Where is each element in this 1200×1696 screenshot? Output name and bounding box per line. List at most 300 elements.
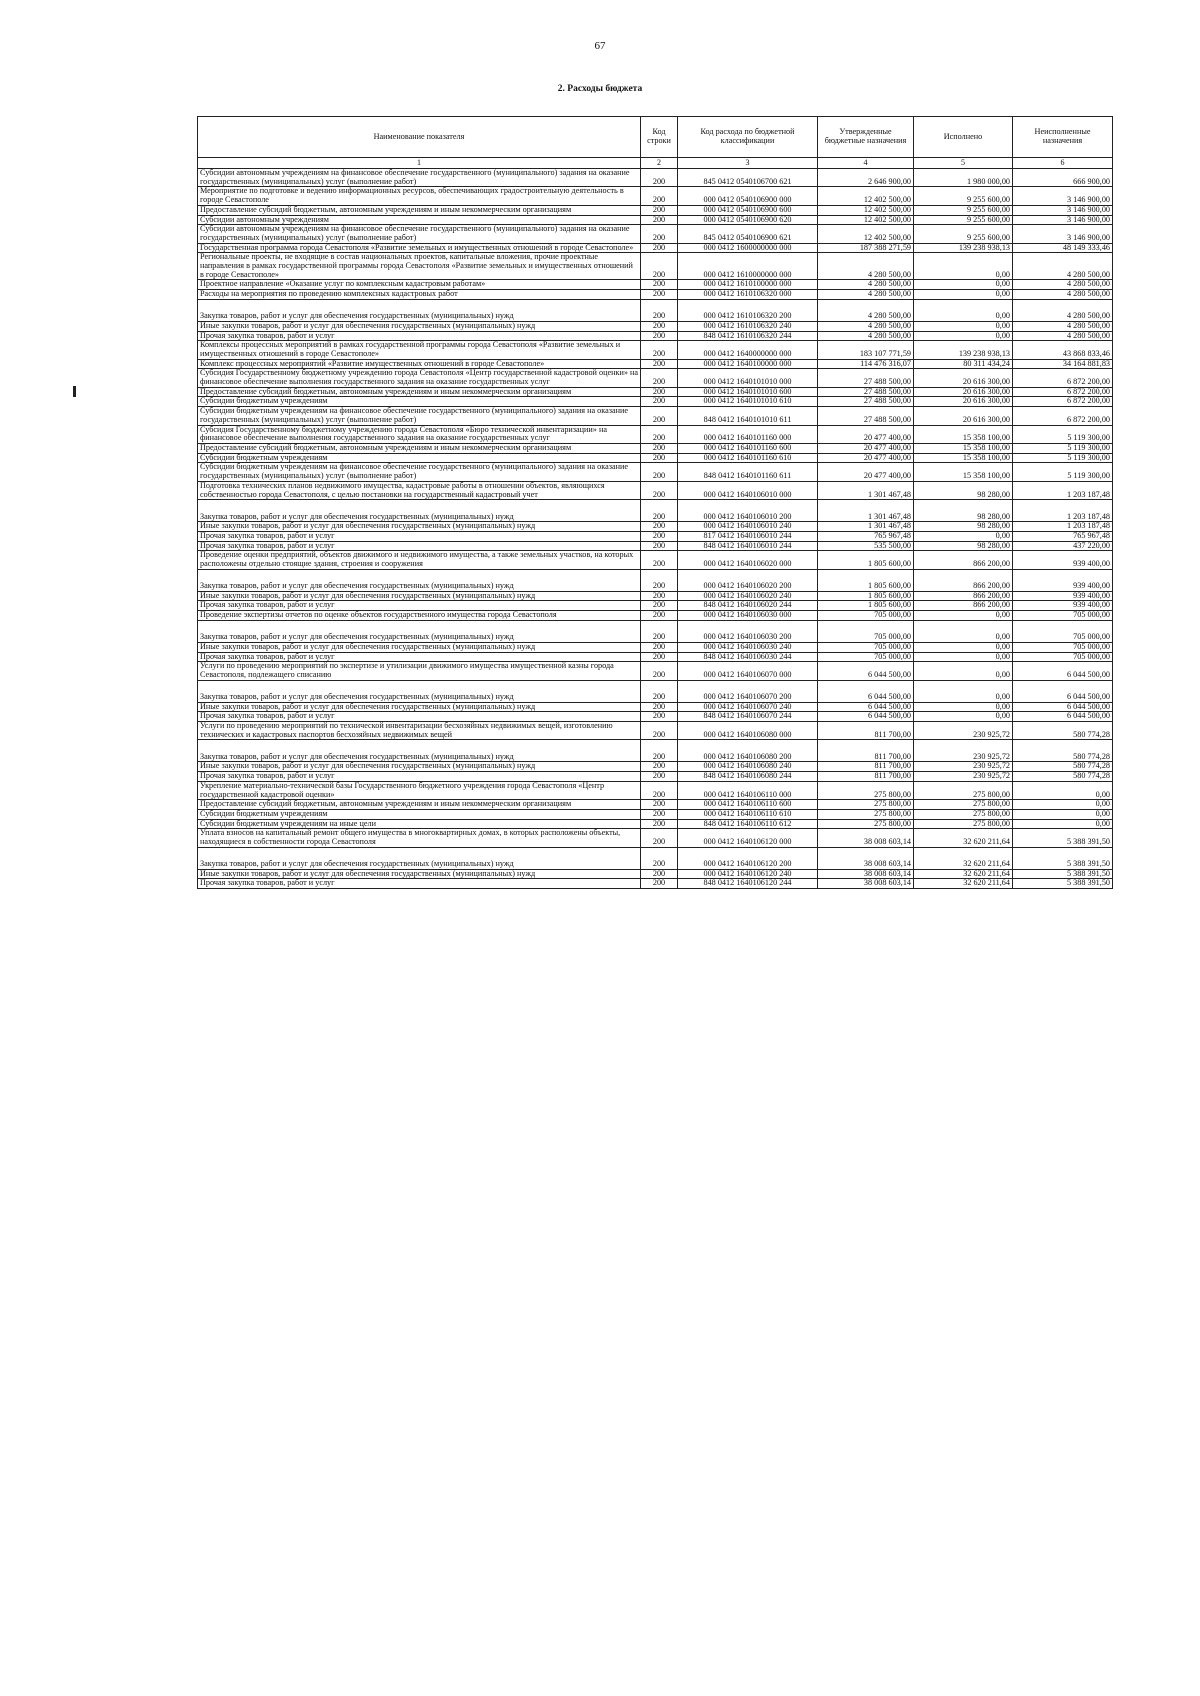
row-line-code: 200 — [641, 425, 678, 443]
row-unexecuted: 580 774,28 — [1013, 772, 1113, 782]
row-budget-code: 000 0412 1640000000 000 — [678, 341, 818, 359]
row-unexecuted: 6 044 500,00 — [1013, 662, 1113, 680]
row-budget-code: 848 0412 1640106030 244 — [678, 652, 818, 662]
row-executed: 0,00 — [914, 611, 1013, 621]
row-budget-code: 848 0412 1610106320 244 — [678, 331, 818, 341]
row-budget-code: 000 0412 1640106010 240 — [678, 522, 818, 532]
row-executed: 80 311 434,24 — [914, 359, 1013, 369]
row-approved: 1 805 600,00 — [818, 601, 914, 611]
row-unexecuted: 666 900,00 — [1013, 169, 1113, 187]
row-unexecuted: 0,00 — [1013, 819, 1113, 829]
row-executed: 0,00 — [914, 620, 1013, 642]
row-approved: 275 800,00 — [818, 819, 914, 829]
row-approved: 811 700,00 — [818, 762, 914, 772]
table-row — [198, 522, 1113, 532]
row-executed: 139 238 938,13 — [914, 243, 1013, 253]
row-line-code: 200 — [641, 299, 678, 321]
row-executed: 32 620 211,64 — [914, 829, 1013, 847]
row-budget-code: 000 0412 1610100000 000 — [678, 280, 818, 290]
row-line-code: 200 — [641, 819, 678, 829]
row-budget-code: 000 0412 1640106020 200 — [678, 569, 818, 591]
row-line-code: 200 — [641, 531, 678, 541]
row-line-code: 200 — [641, 541, 678, 551]
row-line-code: 200 — [641, 762, 678, 772]
row-budget-code: 000 0412 1640106080 000 — [678, 722, 818, 740]
column-number: 5 — [914, 158, 1013, 169]
row-line-code: 200 — [641, 611, 678, 621]
row-executed: 0,00 — [914, 321, 1013, 331]
row-line-code: 200 — [641, 591, 678, 601]
table-row — [198, 829, 1113, 847]
table-row — [198, 611, 1113, 621]
row-budget-code: 817 0412 1640106010 244 — [678, 531, 818, 541]
row-line-code: 200 — [641, 722, 678, 740]
row-budget-code: 848 0412 1640106020 244 — [678, 601, 818, 611]
row-budget-code: 000 0412 1640106030 240 — [678, 642, 818, 652]
row-line-code: 200 — [641, 225, 678, 243]
row-approved: 12 402 500,00 — [818, 187, 914, 205]
row-name: Предоставление субсидий бюджетным, автономным учреждениям и иным некоммерческим организациям — [198, 800, 641, 810]
row-budget-code: 000 0412 1640106010 000 — [678, 481, 818, 499]
row-name: Закупка товаров, работ и услуг для обеспечения государственных (муниципальных) нужд — [198, 299, 641, 321]
row-budget-code: 000 0412 1640101160 000 — [678, 425, 818, 443]
row-line-code: 200 — [641, 601, 678, 611]
row-line-code: 200 — [641, 781, 678, 799]
row-name: Мероприятие по подготовке и ведению информационных ресурсов, обеспечивающих градостроительную деятельность в городе Севастополе — [198, 187, 641, 205]
row-name: Услуги по проведению мероприятий по технической инвентаризации бесхозяйных недвижимых вещей, изготовлению технических и кадастровых паспортов бесхозяйных недвижимых вещей — [198, 722, 641, 740]
row-budget-code: 000 0412 1600000000 000 — [678, 243, 818, 253]
row-approved: 275 800,00 — [818, 781, 914, 799]
row-budget-code: 000 0412 1640106120 200 — [678, 847, 818, 869]
row-name: Субсидии бюджетным учреждениям на финансовое обеспечение государственного (муниципального) задания на оказание государственных (муниципальных) услуг (выполнение работ) — [198, 407, 641, 425]
row-budget-code: 000 0412 1640101160 600 — [678, 443, 818, 453]
table-row — [198, 205, 1113, 215]
row-line-code: 200 — [641, 847, 678, 869]
row-line-code: 200 — [641, 740, 678, 762]
row-executed: 20 616 300,00 — [914, 387, 1013, 397]
table-row — [198, 722, 1113, 740]
row-executed: 15 358 100,00 — [914, 463, 1013, 481]
row-name: Субсидии бюджетным учреждениям — [198, 453, 641, 463]
row-name: Иные закупки товаров, работ и услуг для обеспечения государственных (муниципальных) нужд — [198, 642, 641, 652]
row-unexecuted: 6 872 200,00 — [1013, 369, 1113, 387]
row-budget-code: 000 0412 1640106070 240 — [678, 702, 818, 712]
row-budget-code: 000 0412 1610106320 000 — [678, 290, 818, 300]
row-executed: 230 925,72 — [914, 740, 1013, 762]
row-executed: 0,00 — [914, 712, 1013, 722]
row-line-code: 200 — [641, 397, 678, 407]
table-row — [198, 425, 1113, 443]
row-approved: 6 044 500,00 — [818, 702, 914, 712]
table-row — [198, 847, 1113, 869]
header-executed: Исполнено — [914, 117, 1013, 158]
table-row — [198, 463, 1113, 481]
row-name: Иные закупки товаров, работ и услуг для обеспечения государственных (муниципальных) нужд — [198, 869, 641, 879]
row-executed: 32 620 211,64 — [914, 879, 1013, 889]
row-executed: 866 200,00 — [914, 551, 1013, 569]
row-name: Государственная программа города Севастополя «Развитие земельных и имущественных отношений в городе Севастополе» — [198, 243, 641, 253]
table-row — [198, 481, 1113, 499]
row-executed: 230 925,72 — [914, 772, 1013, 782]
row-approved: 20 477 400,00 — [818, 463, 914, 481]
row-budget-code: 848 0412 1640106010 244 — [678, 541, 818, 551]
row-executed: 0,00 — [914, 531, 1013, 541]
row-line-code: 200 — [641, 215, 678, 225]
row-budget-code: 000 0412 1640106020 240 — [678, 591, 818, 601]
row-approved: 38 008 603,14 — [818, 829, 914, 847]
row-line-code: 200 — [641, 290, 678, 300]
row-unexecuted: 0,00 — [1013, 809, 1113, 819]
row-line-code: 200 — [641, 443, 678, 453]
row-approved: 1 805 600,00 — [818, 591, 914, 601]
expenses-table — [197, 116, 1113, 889]
row-approved: 183 107 771,59 — [818, 341, 914, 359]
row-line-code: 200 — [641, 453, 678, 463]
table-row — [198, 253, 1113, 280]
row-name: Услуги по проведению мероприятий по экспертизе и утилизации движимого имущества имущественной казны города Севастополя, подлежащего списанию — [198, 662, 641, 680]
row-approved: 27 488 500,00 — [818, 397, 914, 407]
row-budget-code: 000 0412 1640106110 000 — [678, 781, 818, 799]
row-executed: 98 280,00 — [914, 522, 1013, 532]
row-unexecuted: 939 400,00 — [1013, 601, 1113, 611]
row-executed: 15 358 100,00 — [914, 443, 1013, 453]
row-line-code: 200 — [641, 809, 678, 819]
row-approved: 20 477 400,00 — [818, 453, 914, 463]
row-budget-code: 000 0412 1610106320 240 — [678, 321, 818, 331]
row-executed: 0,00 — [914, 331, 1013, 341]
row-unexecuted: 5 388 391,50 — [1013, 847, 1113, 869]
row-approved: 705 000,00 — [818, 652, 914, 662]
row-budget-code: 000 0412 1640101160 610 — [678, 453, 818, 463]
row-name: Иные закупки товаров, работ и услуг для обеспечения государственных (муниципальных) нужд — [198, 591, 641, 601]
row-unexecuted: 939 400,00 — [1013, 551, 1113, 569]
row-name: Комплекс процессных мероприятий «Развитие имущественных отношений в городе Севастополе» — [198, 359, 641, 369]
row-unexecuted: 5 388 391,50 — [1013, 879, 1113, 889]
row-name: Региональные проекты, не входящие в состав национальных проектов, капитальные вложения, прочие проектные направления в рамках государственной программы города Севастополя «Развитие земельных и имущественных отношений в городе Севастополе» — [198, 253, 641, 280]
row-unexecuted: 4 280 500,00 — [1013, 253, 1113, 280]
row-approved: 114 476 316,07 — [818, 359, 914, 369]
row-approved: 4 280 500,00 — [818, 253, 914, 280]
row-unexecuted: 3 146 900,00 — [1013, 225, 1113, 243]
row-executed: 866 200,00 — [914, 569, 1013, 591]
row-name: Субсидии автономным учреждениям на финансовое обеспечение государственного (муниципального) задания на оказание государственных (муниципальных) услуг (выполнение работ) — [198, 169, 641, 187]
row-approved: 275 800,00 — [818, 800, 914, 810]
row-approved: 811 700,00 — [818, 722, 914, 740]
row-unexecuted: 5 119 300,00 — [1013, 425, 1113, 443]
row-budget-code: 848 0412 1640106070 244 — [678, 712, 818, 722]
row-executed: 98 280,00 — [914, 481, 1013, 499]
table-row — [198, 321, 1113, 331]
row-approved: 765 967,48 — [818, 531, 914, 541]
row-approved: 6 044 500,00 — [818, 680, 914, 702]
row-budget-code: 845 0412 0540106700 621 — [678, 169, 818, 187]
row-approved: 38 008 603,14 — [818, 869, 914, 879]
row-approved: 187 388 271,59 — [818, 243, 914, 253]
row-budget-code: 848 0412 1640106110 612 — [678, 819, 818, 829]
row-approved: 811 700,00 — [818, 740, 914, 762]
row-line-code: 200 — [641, 702, 678, 712]
row-line-code: 200 — [641, 331, 678, 341]
row-line-code: 200 — [641, 500, 678, 522]
row-unexecuted: 5 119 300,00 — [1013, 463, 1113, 481]
row-unexecuted: 705 000,00 — [1013, 652, 1113, 662]
row-executed: 0,00 — [914, 652, 1013, 662]
row-approved: 1 301 467,48 — [818, 500, 914, 522]
row-name: Закупка товаров, работ и услуг для обеспечения государственных (муниципальных) нужд — [198, 569, 641, 591]
row-unexecuted: 939 400,00 — [1013, 569, 1113, 591]
row-executed: 275 800,00 — [914, 809, 1013, 819]
row-budget-code: 848 0412 1640101160 611 — [678, 463, 818, 481]
row-approved: 4 280 500,00 — [818, 280, 914, 290]
row-approved: 275 800,00 — [818, 809, 914, 819]
row-unexecuted: 4 280 500,00 — [1013, 331, 1113, 341]
row-executed: 866 200,00 — [914, 601, 1013, 611]
row-executed: 20 616 300,00 — [914, 407, 1013, 425]
row-approved: 38 008 603,14 — [818, 847, 914, 869]
table-row — [198, 620, 1113, 642]
row-unexecuted: 1 203 187,48 — [1013, 500, 1113, 522]
row-approved: 1 805 600,00 — [818, 551, 914, 569]
row-budget-code: 000 0412 1640106030 200 — [678, 620, 818, 642]
row-budget-code: 000 0412 0540106900 600 — [678, 205, 818, 215]
row-unexecuted: 5 119 300,00 — [1013, 443, 1113, 453]
row-executed: 0,00 — [914, 680, 1013, 702]
row-name: Закупка товаров, работ и услуг для обеспечения государственных (муниципальных) нужд — [198, 620, 641, 642]
row-name: Проведение экспертизы отчетов по оценке объектов государственного имущества города Севастополя — [198, 611, 641, 621]
table-row — [198, 341, 1113, 359]
row-name: Предоставление субсидий бюджетным, автономным учреждениям и иным некоммерческим организациям — [198, 443, 641, 453]
header-approved: Утвержденные бюджетные назначения — [818, 117, 914, 158]
row-executed: 9 255 600,00 — [914, 187, 1013, 205]
row-name: Проведение оценки предприятий, объектов движимого и недвижимого имущества, а также земельных участков, на которых расположены отдельно стоящие здания, строения и сооружения — [198, 551, 641, 569]
row-unexecuted: 34 164 881,83 — [1013, 359, 1113, 369]
row-name: Подготовка технических планов недвижимого имущества, кадастровые работы в отношении объектов, являющихся собственностью города Севастополя, с целью постановки на государственный кадастровый учет — [198, 481, 641, 499]
row-line-code: 200 — [641, 359, 678, 369]
row-budget-code: 000 0412 1640106120 240 — [678, 869, 818, 879]
row-line-code: 200 — [641, 800, 678, 810]
row-line-code: 200 — [641, 642, 678, 652]
row-approved: 20 477 400,00 — [818, 425, 914, 443]
row-name: Субсидии бюджетным учреждениям — [198, 397, 641, 407]
row-name: Укрепление материально-технической базы Государственного бюджетного учреждения города Севастополя «Центр государственной кадастровой оценки» — [198, 781, 641, 799]
row-budget-code: 000 0412 0540106900 620 — [678, 215, 818, 225]
row-approved: 1 301 467,48 — [818, 481, 914, 499]
row-name: Прочая закупка товаров, работ и услуг — [198, 879, 641, 889]
row-unexecuted: 4 280 500,00 — [1013, 321, 1113, 331]
row-unexecuted: 580 774,28 — [1013, 762, 1113, 772]
row-line-code: 200 — [641, 879, 678, 889]
row-unexecuted: 3 146 900,00 — [1013, 187, 1113, 205]
row-budget-code: 000 0412 1640106030 000 — [678, 611, 818, 621]
row-budget-code: 000 0412 1610000000 000 — [678, 253, 818, 280]
row-approved: 27 488 500,00 — [818, 369, 914, 387]
row-executed: 32 620 211,64 — [914, 847, 1013, 869]
row-approved: 20 477 400,00 — [818, 443, 914, 453]
row-line-code: 200 — [641, 280, 678, 290]
row-unexecuted: 5 119 300,00 — [1013, 453, 1113, 463]
row-line-code: 200 — [641, 321, 678, 331]
row-unexecuted: 6 044 500,00 — [1013, 680, 1113, 702]
row-executed: 15 358 100,00 — [914, 453, 1013, 463]
row-executed: 0,00 — [914, 299, 1013, 321]
column-number: 6 — [1013, 158, 1113, 169]
row-budget-code: 848 0412 1640106080 244 — [678, 772, 818, 782]
table-row — [198, 879, 1113, 889]
row-executed: 9 255 600,00 — [914, 225, 1013, 243]
row-approved: 1 805 600,00 — [818, 569, 914, 591]
row-name: Иные закупки товаров, работ и услуг для обеспечения государственных (муниципальных) нужд — [198, 321, 641, 331]
row-line-code: 200 — [641, 463, 678, 481]
row-approved: 6 044 500,00 — [818, 662, 914, 680]
row-unexecuted: 1 203 187,48 — [1013, 481, 1113, 499]
row-unexecuted: 4 280 500,00 — [1013, 299, 1113, 321]
table-row — [198, 407, 1113, 425]
row-unexecuted: 6 044 500,00 — [1013, 702, 1113, 712]
row-budget-code: 000 0412 1640106070 200 — [678, 680, 818, 702]
row-unexecuted: 4 280 500,00 — [1013, 290, 1113, 300]
row-approved: 705 000,00 — [818, 642, 914, 652]
row-name: Субсидия Государственному бюджетному учреждению города Севастополя «Бюро технической инвентаризации» на финансовое обеспечение выполнения государственного задания на оказание государственных услуг — [198, 425, 641, 443]
row-unexecuted: 6 872 200,00 — [1013, 397, 1113, 407]
row-name: Проектное направление «Оказание услуг по комплексным кадастровым работам» — [198, 280, 641, 290]
row-approved: 6 044 500,00 — [818, 712, 914, 722]
row-budget-code: 000 0412 1640101010 000 — [678, 369, 818, 387]
row-line-code: 200 — [641, 662, 678, 680]
row-approved: 12 402 500,00 — [818, 225, 914, 243]
row-executed: 275 800,00 — [914, 819, 1013, 829]
row-name: Предоставление субсидий бюджетным, автономным учреждениям и иным некоммерческим организациям — [198, 205, 641, 215]
row-executed: 275 800,00 — [914, 781, 1013, 799]
row-unexecuted: 48 149 333,46 — [1013, 243, 1113, 253]
row-name: Закупка товаров, работ и услуг для обеспечения государственных (муниципальных) нужд — [198, 740, 641, 762]
row-budget-code: 000 0412 1640106010 200 — [678, 500, 818, 522]
column-number-row — [198, 158, 1113, 169]
row-name: Иные закупки товаров, работ и услуг для обеспечения государственных (муниципальных) нужд — [198, 702, 641, 712]
row-name: Прочая закупка товаров, работ и услуг — [198, 541, 641, 551]
row-line-code: 200 — [641, 869, 678, 879]
row-executed: 230 925,72 — [914, 762, 1013, 772]
row-line-code: 200 — [641, 243, 678, 253]
row-approved: 27 488 500,00 — [818, 407, 914, 425]
row-line-code: 200 — [641, 481, 678, 499]
row-line-code: 200 — [641, 680, 678, 702]
row-line-code: 200 — [641, 253, 678, 280]
column-number: 4 — [818, 158, 914, 169]
row-approved: 38 008 603,14 — [818, 879, 914, 889]
row-unexecuted: 3 146 900,00 — [1013, 205, 1113, 215]
row-executed: 9 255 600,00 — [914, 215, 1013, 225]
row-budget-code: 000 0412 1640106080 200 — [678, 740, 818, 762]
row-name: Закупка товаров, работ и услуг для обеспечения государственных (муниципальных) нужд — [198, 500, 641, 522]
table-row — [198, 531, 1113, 541]
row-executed: 0,00 — [914, 642, 1013, 652]
row-line-code: 200 — [641, 407, 678, 425]
table-row — [198, 569, 1113, 591]
header-unexecuted: Неисполненные назначения — [1013, 117, 1113, 158]
row-line-code: 200 — [641, 369, 678, 387]
row-name: Иные закупки товаров, работ и услуг для обеспечения государственных (муниципальных) нужд — [198, 762, 641, 772]
table-row — [198, 443, 1113, 453]
row-line-code: 200 — [641, 551, 678, 569]
row-name: Комплексы процессных мероприятий в рамках государственной программы города Севастополя «Развитие земельных и имущественных отношений в городе Севастополе» — [198, 341, 641, 359]
row-approved: 811 700,00 — [818, 772, 914, 782]
row-name: Предоставление субсидий бюджетным, автономным учреждениям и иным некоммерческим организациям — [198, 387, 641, 397]
row-executed: 139 238 938,13 — [914, 341, 1013, 359]
row-approved: 1 301 467,48 — [818, 522, 914, 532]
table-row — [198, 642, 1113, 652]
row-executed: 0,00 — [914, 290, 1013, 300]
row-name: Субсидии бюджетным учреждениям — [198, 809, 641, 819]
row-budget-code: 000 0412 1640101010 600 — [678, 387, 818, 397]
row-approved: 4 280 500,00 — [818, 321, 914, 331]
row-name: Субсидии бюджетным учреждениям на иные цели — [198, 819, 641, 829]
table-row — [198, 299, 1113, 321]
row-executed: 0,00 — [914, 253, 1013, 280]
row-name: Субсидия Государственному бюджетному учреждению города Севастополя «Центр государственной кадастровой оценки» на финансовое обеспечение выполнения государственного задания на оказание государственных услуг — [198, 369, 641, 387]
row-unexecuted: 705 000,00 — [1013, 620, 1113, 642]
row-executed: 9 255 600,00 — [914, 205, 1013, 215]
page-number: 67 — [594, 40, 606, 52]
header-name: Наименование показателя — [198, 117, 641, 158]
table-row — [198, 187, 1113, 205]
row-budget-code: 000 0412 1610106320 200 — [678, 299, 818, 321]
row-executed: 32 620 211,64 — [914, 869, 1013, 879]
row-line-code: 200 — [641, 387, 678, 397]
row-name: Закупка товаров, работ и услуг для обеспечения государственных (муниципальных) нужд — [198, 847, 641, 869]
row-unexecuted: 0,00 — [1013, 781, 1113, 799]
row-line-code: 200 — [641, 569, 678, 591]
table-row — [198, 781, 1113, 799]
row-unexecuted: 580 774,28 — [1013, 740, 1113, 762]
header-line: Код строки — [641, 117, 678, 158]
row-unexecuted: 580 774,28 — [1013, 722, 1113, 740]
row-unexecuted: 4 280 500,00 — [1013, 280, 1113, 290]
row-executed: 98 280,00 — [914, 541, 1013, 551]
row-unexecuted: 437 220,00 — [1013, 541, 1113, 551]
row-unexecuted: 765 967,48 — [1013, 531, 1113, 541]
page-title: 2. Расходы бюджета — [557, 84, 643, 94]
row-budget-code: 848 0412 1640101010 611 — [678, 407, 818, 425]
row-executed: 20 616 300,00 — [914, 397, 1013, 407]
row-line-code: 200 — [641, 169, 678, 187]
row-name: Прочая закупка товаров, работ и услуг — [198, 712, 641, 722]
row-unexecuted: 0,00 — [1013, 800, 1113, 810]
row-name: Иные закупки товаров, работ и услуг для обеспечения государственных (муниципальных) нужд — [198, 522, 641, 532]
row-executed: 866 200,00 — [914, 591, 1013, 601]
row-name: Прочая закупка товаров, работ и услуг — [198, 652, 641, 662]
table-row — [198, 290, 1113, 300]
row-approved: 4 280 500,00 — [818, 290, 914, 300]
row-unexecuted: 6 044 500,00 — [1013, 712, 1113, 722]
table-row — [198, 800, 1113, 810]
row-unexecuted: 1 203 187,48 — [1013, 522, 1113, 532]
row-line-code: 200 — [641, 772, 678, 782]
row-unexecuted: 43 868 833,46 — [1013, 341, 1113, 359]
row-executed: 20 616 300,00 — [914, 369, 1013, 387]
row-approved: 705 000,00 — [818, 611, 914, 621]
row-name: Прочая закупка товаров, работ и услуг — [198, 531, 641, 541]
row-executed: 98 280,00 — [914, 500, 1013, 522]
row-approved: 4 280 500,00 — [818, 299, 914, 321]
row-approved: 4 280 500,00 — [818, 331, 914, 341]
row-executed: 275 800,00 — [914, 800, 1013, 810]
row-unexecuted: 5 388 391,50 — [1013, 829, 1113, 847]
row-name: Прочая закупка товаров, работ и услуг — [198, 772, 641, 782]
row-budget-code: 845 0412 0540106900 621 — [678, 225, 818, 243]
row-name: Закупка товаров, работ и услуг для обеспечения государственных (муниципальных) нужд — [198, 680, 641, 702]
row-unexecuted: 6 872 200,00 — [1013, 387, 1113, 397]
row-budget-code: 000 0412 1640100000 000 — [678, 359, 818, 369]
